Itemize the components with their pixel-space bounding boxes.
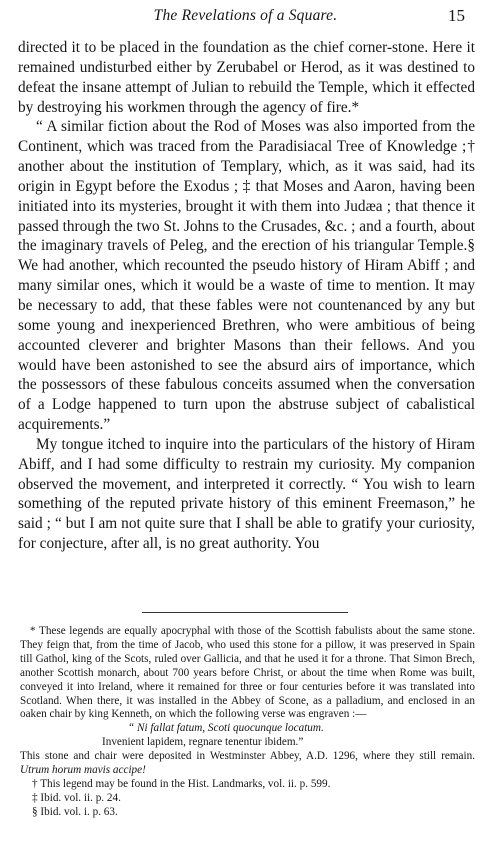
main-text	[18, 38, 475, 554]
footnote-after-verse-text: This stone and chair were deposited in Westminster Abbey, A.D. 1296, where they still remain.	[20, 750, 475, 763]
footnote-divider	[142, 612, 348, 613]
footnote-star: * These legends are equally apocryphal with those of the Scottish fabulists about the same stone. They feign that, from the time of Jacob, who used this stone for a pillow, it was preserved in Spain till Gathol, king of the Scots, ruled over Gallicia, and that he used it for a throne. That Simon Brech, another Scottish monarch, about 700 years before Christ, or about the time when Rome was built, conveyed it into Ireland, where it remained for three or four centuries before it was translated into Scotland. When there, it was installed in the Abbey of Scone, as a palladium, and enclosed in an oaken chair by king Kenneth, on which the following verse was engraven :—	[20, 625, 475, 721]
footnote-dagger: † This legend may be found in the Hist. Landmarks, vol. ii. p. 599.	[32, 777, 331, 790]
page-number: 15	[448, 6, 465, 25]
footnote-double-dagger: ‡ Ibid. vol. ii. p. 24.	[32, 791, 121, 804]
paragraph-2: “ A similar fiction about the Rod of Moses was also imported from the Continent, which was traced from the Paradisiacal Tree of Knowledge ;† another about the institution of Templary, which, as it was said, had its origin in Egypt before the Exodus ; ‡ that Moses and Aaron, having been initiated into its mysteries, brought it with them into Judæa ; that thence it passed through the two St. Johns to the Crusades, &c. ; and a fourth, about the imaginary travels of Peleg, and the erection of his triangular Temple.§ We had another, which recounted the pseudo history of Hiram Abiff ; and many similar ones, which it would be a waste of time to mention. It may be necessary to add, that these fables were not countenanced by any but some young and inexperienced Brethren, who were ambitious of being accounted cleverer and brighter Masons than their fellows. And you would have been astonished to see the absurd airs of importance, which the possessors of these fabulous conceits assumed when the conversation of a Lodge happened to turn upon the abstruse subject of cabalistical acquirements.”	[18, 118, 475, 434]
paragraph-3: My tongue itched to inquire into the particulars of the history of Hiram Abiff, and I had some difficulty to restrain my curiosity. My companion observed the movement, and interpreted it correctly. “ You wish to learn something of the reputed private history of this eminent Freemason,” he said ; “ but I am not quite sure that I shall be able to gratify your curiosity, for conjecture, after all, is no great authority. You	[18, 435, 475, 553]
page-header	[0, 6, 491, 28]
footnotes	[20, 625, 475, 820]
running-title: The Revelations of a Square.	[153, 7, 338, 24]
footnote-verse-line-1: “ Ni fallat fatum, Scoti quocunque locatum.	[128, 722, 324, 735]
footnote-verse-line-2: Invenient lapidem, regnare tenentur ibidem.”	[102, 736, 304, 749]
paragraph-1: directed it to be placed in the foundation as the chief corner-stone. Here it remained undisturbed either by Zerubabel or Herod, as it was destined to defeat the insane attempt of Julian to rebuild the Temple, which it effected by destroying his workmen through the agency of fire.*	[18, 39, 475, 116]
footnote-latin-quote: Utrum horum mavis accipe!	[20, 764, 146, 777]
footnote-section: § Ibid. vol. i. p. 63.	[32, 805, 118, 818]
footnote-after-verse	[20, 750, 475, 778]
